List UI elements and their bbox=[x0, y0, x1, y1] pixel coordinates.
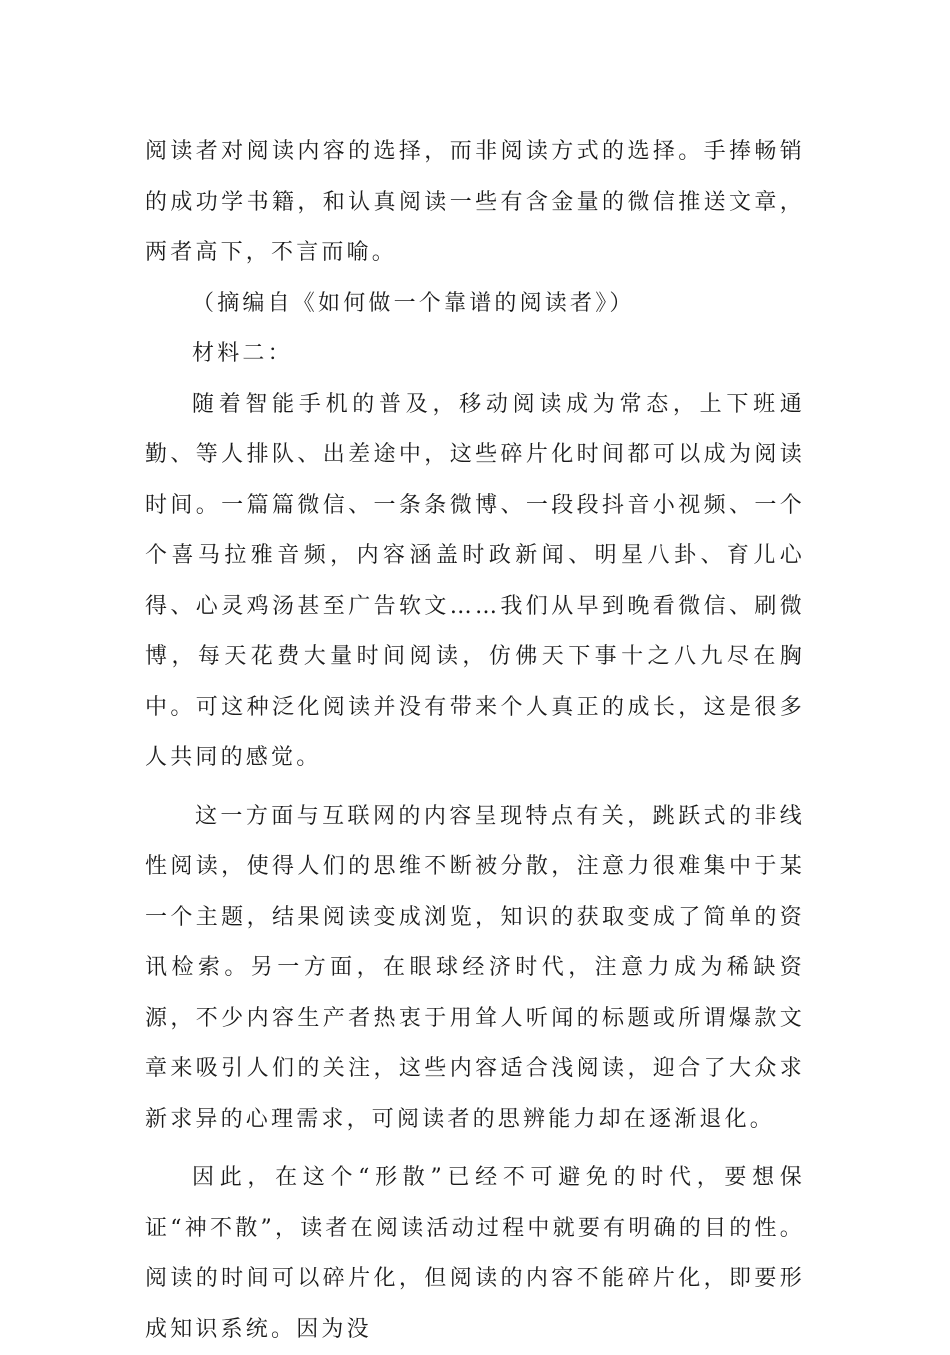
paragraph-mobile-reading: 随着智能手机的普及，移动阅读成为常态，上下班通勤、等人排队、出差途中，这些碎片化时间都可以成为阅读时间。一篇篇微信、一条条微博、一段段抖音小视频、一个个喜马拉雅音频，内容涵盖时政新闻、明星八卦、育儿心得、心灵鸡汤甚至广告软文……我们从早到晚看微信、刷微博，每天花费大量时间阅读，仿佛天下事十之八九尽在胸中。可这种泛化阅读并没有带来个人真正的成长，这是很多人共同的感觉。 bbox=[145, 391, 805, 770]
paragraph-internet-content: 这一方面与互联网的内容呈现特点有关，跳跃式的非线性阅读，使得人们的思维不断被分散，注意力很难集中于某一个主题，结果阅读变成浏览，知识的获取变成了简单的资讯检索。另一方面，在眼球经济时代，注意力成为稀缺资源，不少内容生产者热衷于用耸人听闻的标题或所谓爆款文章来吸引人们的关注，这些内容适合浅阅读，迎合了大众求新求异的心理需求，可阅读者的思辨能力却在逐渐退化。 bbox=[145, 803, 805, 1132]
paragraph-conclusion: 因此，在这个“形散”已经不可避免的时代，要想保证“神不散”，读者在阅读活动过程中就要有明确的目的性。阅读的时间可以碎片化，但阅读的内容不能碎片化，即要形成知识系统。因为没 bbox=[145, 1165, 805, 1342]
section-heading-material-two: 材料二： bbox=[192, 341, 293, 366]
source-citation: （摘编自《如何做一个靠谱的阅读者》） bbox=[192, 290, 635, 316]
paragraph-continuation: 阅读者对阅读内容的选择，而非阅读方式的选择。手捧畅销的成功学书籍，和认真阅读一些有含金量的微信推送文章，两者高下，不言而喻。 bbox=[145, 139, 805, 265]
document-body bbox=[145, 127, 805, 1355]
